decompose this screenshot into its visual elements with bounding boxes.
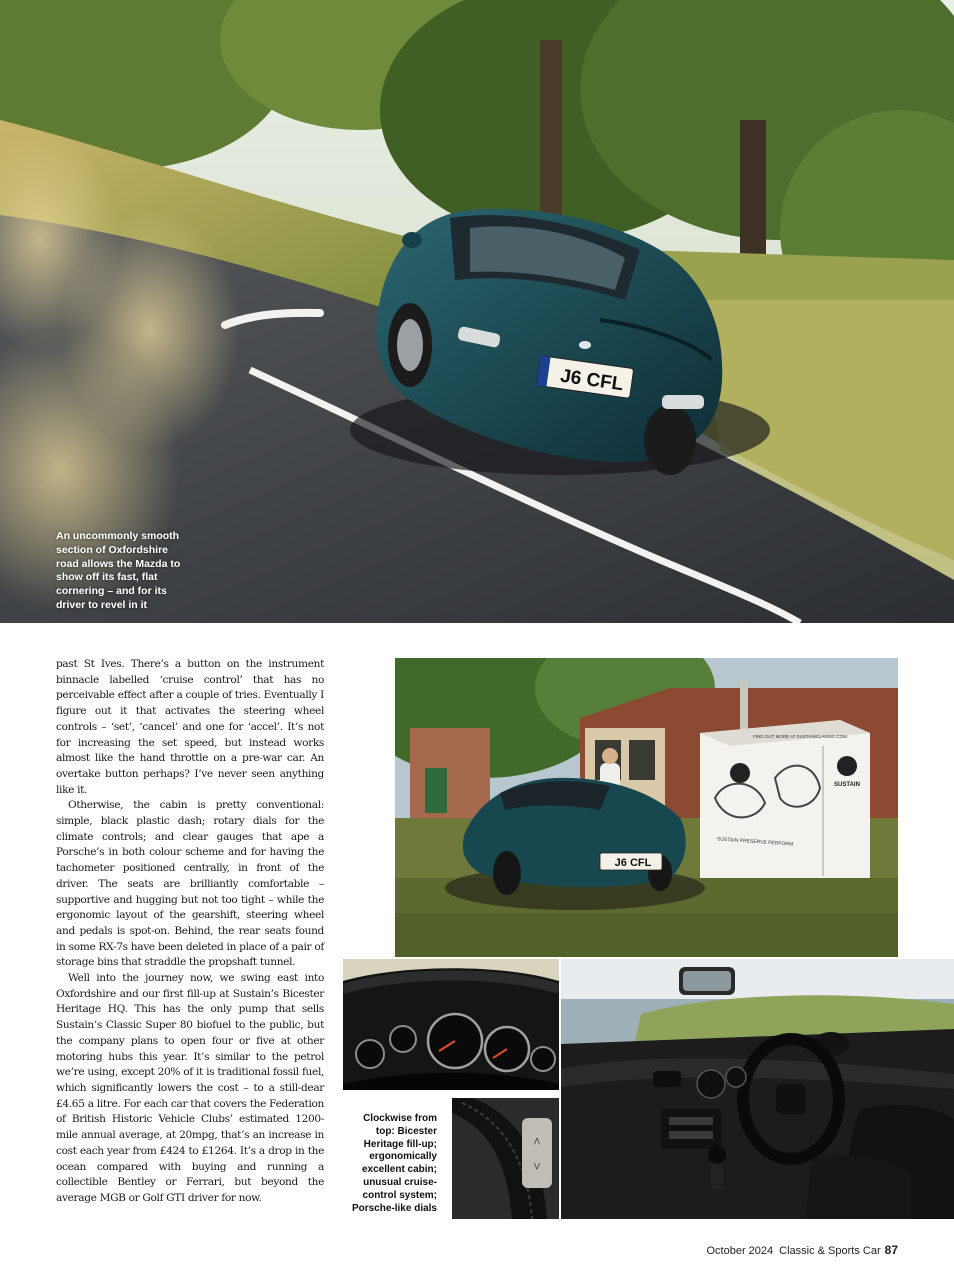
hero-photo xyxy=(0,0,954,623)
photos-caption: Clockwise from top: Bicester Heritage fill-up; ergonomically excellent cabin; unusual cruise-control system; Porsche-like dials xyxy=(351,1113,437,1214)
page-footer xyxy=(707,1243,899,1257)
cabin-scene xyxy=(561,959,954,1219)
fill-up-scene xyxy=(395,658,898,957)
article-paragraph: Well into the journey now, we swing east into Oxfordshire and our first fill-up at Sustain’s Bicester Heritage HQ. This has the only pump that sells Sustain’s Classic Super 80 biofuel to the public, but the company plans to open four or five at other motoring hubs this year. It’s similar to the petrol we’re using, except 20% of it is traditional fossil fuel, which significantly lowers the cost – to a still-dear £4.65 a litre. For each car that covers the Federation of British Historic Vehicle Clubs’ estimated 1200-mile annual average, at 20mpg, that’s an increase in cost each year from £424 to £1264. It’s a drop in the ocean compared with buying and running a collectible Bentley or Ferrari, but beyond the average MGB or Golf GTI driver for now. xyxy=(56,972,324,1204)
cruise-switch-mark: ⋁ xyxy=(534,1163,540,1170)
fill-up-photo xyxy=(395,658,898,957)
container-brand: SUSTAIN xyxy=(834,782,860,788)
cruise-control-photo xyxy=(452,1098,559,1219)
container-top-text: FIND OUT MORE AT SUSTAINCLASSIC.COM xyxy=(753,734,847,739)
container-side-text: SUSTAIN PRESERVE PERFORM xyxy=(716,836,794,848)
issue-date: October 2024 xyxy=(706,1245,774,1257)
hero-caption: An uncommonly smooth section of Oxfordshire road allows the Mazda to show off its fast, flat cornering – and for its driver to revel in it xyxy=(56,530,181,611)
cruise-switch-mark: ⋀ xyxy=(534,1138,540,1145)
page-number: 87 xyxy=(884,1243,898,1257)
fill-up-plate-text: J6 CFL xyxy=(614,857,652,869)
steering-wheel-scene xyxy=(452,1098,559,1219)
article-body xyxy=(56,657,324,1207)
gauges-photo xyxy=(343,959,559,1090)
article-paragraph: Otherwise, the cabin is pretty conventional: simple, black plastic dash; rotary dials for the climate controls; and clear gauges that ape a Porsche’s in both colour scheme and for having the tachometer positioned centrally, in front of the driver. The seats are brilliantly comfortable – supportive and hugging but not too tight – while the ergonomic layout of the gearshift, steering wheel and pedals is spot-on. Behind, the rear seats found in some RX-7s have been deleted in place of a pair of storage bins that straddle the propshaft tunnel. xyxy=(56,799,324,969)
hero-plate-text: J6 CFL xyxy=(558,365,625,396)
cabin-photo xyxy=(561,959,954,1219)
dials-scene xyxy=(343,959,559,1090)
magazine-name: Classic & Sports Car xyxy=(779,1245,881,1257)
article-paragraph: past St Ives. There’s a button on the instrument binnacle labelled ‘cruise control’ that has no perceivable effect after a couple of tries. Eventually I figure out it that activates the steering wheel controls – ‘set’, ‘cancel’ and one for ‘accel’. It’s not for increasing the set speed, but instead works almost like the hand throttle on a pre-war car. An overtake button perhaps? I’ve never seen anything like it. xyxy=(56,658,324,796)
sustain-container xyxy=(700,720,870,878)
